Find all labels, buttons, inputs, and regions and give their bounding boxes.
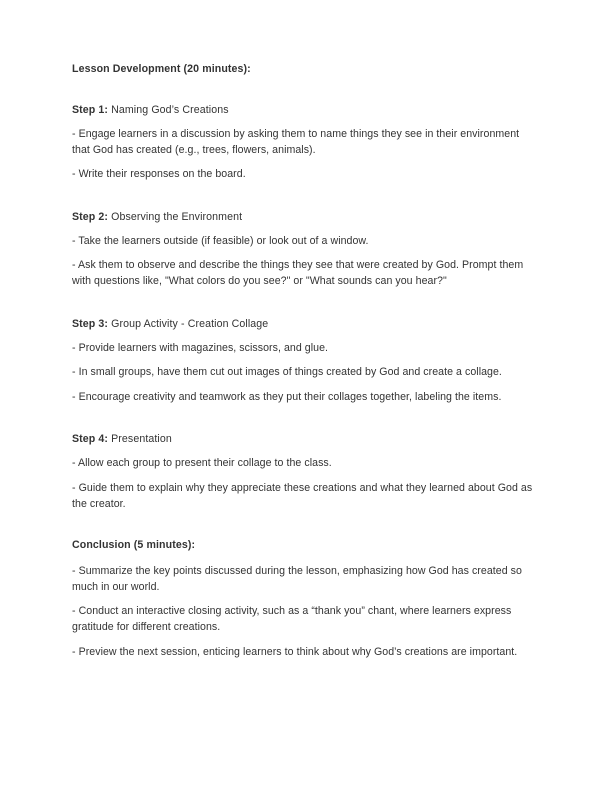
step-heading-1 [72, 103, 540, 118]
paragraph: - Provide learners with magazines, scissors, and glue. [72, 341, 329, 354]
paragraph: - Summarize the key points discussed during the lesson, emphasizing how God has created so much in our world. [72, 565, 522, 593]
paragraph: - Ask them to observe and describe the things they see that were created by God. Prompt them with questions like, "What colors do you see?" or "What sounds can you hear?" [72, 259, 524, 287]
step-heading-3 [72, 317, 540, 332]
step-heading-2 [72, 210, 540, 225]
step-block-1 [72, 103, 540, 183]
step-title-1: Naming God’s Creations [111, 104, 229, 116]
section-lesson-development [72, 62, 540, 512]
paragraph: - In small groups, have them cut out images of things created by God and create a collage. [72, 366, 502, 379]
step-heading-4 [72, 432, 540, 447]
step-title-2: Observing the Environment [111, 210, 243, 223]
step-label-1: Step 1: [72, 104, 109, 116]
paragraph: - Engage learners in a discussion by asking them to name things they see in their environment that God has created (e.g., trees, flowers, animals). [72, 128, 520, 156]
step-title-3: Group Activity - Creation Collage [111, 317, 269, 330]
step-label-3: Step 3: [72, 317, 109, 330]
paragraph: - Take the learners outside (if feasible) or look out of a window. [72, 234, 369, 247]
paragraph: - Allow each group to present their collage to the class. [72, 457, 332, 470]
step-title-4: Presentation [111, 433, 172, 446]
step-label-4: Step 4: [72, 433, 109, 446]
step-block-2 [72, 210, 540, 290]
step-label-2: Step 2: [72, 210, 109, 223]
document-body [72, 62, 540, 660]
paragraph: - Preview the next session, enticing learners to think about why God’s creations are important. [72, 645, 518, 658]
section-heading-lesson-development: Lesson Development (20 minutes): [72, 63, 251, 75]
paragraph: - Write their responses on the board. [72, 168, 246, 181]
paragraph: - Conduct an interactive closing activity, such as a “thank you” chant, where learners express gratitude for different creations. [72, 605, 512, 633]
section-conclusion [72, 538, 540, 660]
paragraph: - Guide them to explain why they appreciate these creations and what they learned about God as the creator. [72, 481, 533, 510]
step-block-4 [72, 432, 540, 512]
step-block-3 [72, 317, 540, 406]
paragraph: - Encourage creativity and teamwork as they put their collages together, labeling the items. [72, 390, 502, 403]
section-heading-conclusion: Conclusion (5 minutes): [72, 539, 196, 552]
